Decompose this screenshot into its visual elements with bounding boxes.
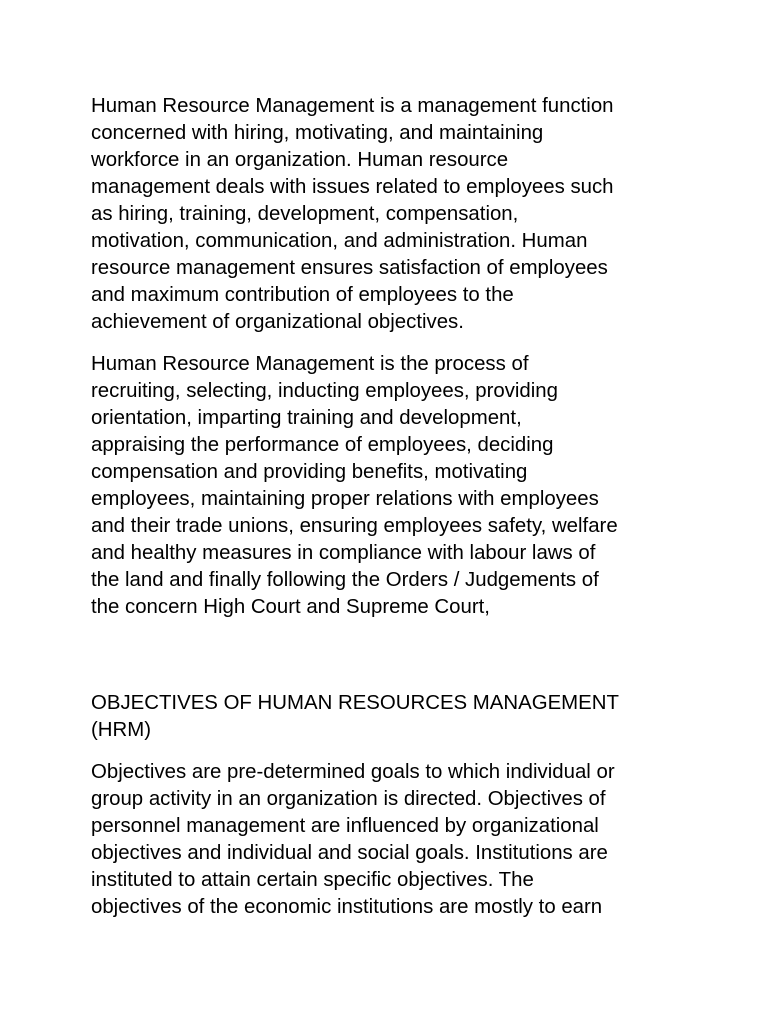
section-heading-objectives: OBJECTIVES OF HUMAN RESOURCES MANAGEMENT (HRM) — [91, 692, 619, 741]
paragraph-hrm-definition: Human Resource Management is a management function concerned with hiring, motivating, and maintaining workforce in an organization. Human resource management deals with issues related to employees such as hiring, training, development, compensation, motivation, communication, and administration. Human resource management ensures satisfaction of employees and maximum contribution of employees to the achievement of organizational objectives. — [91, 95, 614, 333]
paragraph-hrm-process: Human Resource Management is the process of recruiting, selecting, inducting employees, providing orientation, imparting training and development, appraising the performance of employees, deciding compensation and providing benefits, motivating employees, maintaining proper relations with employees and their trade unions, ensuring employees safety, welfare and healthy measures in compliance with labour laws of the land and finally following the Orders / Judgements of the concern High Court and Supreme Court, — [91, 353, 618, 618]
document-page — [91, 93, 691, 921]
paragraph-objectives: Objectives are pre-determined goals to which individual or group activity in an organization is directed. Objectives of personnel management are influenced by organizational objectives and individual and social goals. Institutions are instituted to attain certain specific objectives. The objectives of the economic institutions are mostly to earn — [91, 761, 615, 918]
